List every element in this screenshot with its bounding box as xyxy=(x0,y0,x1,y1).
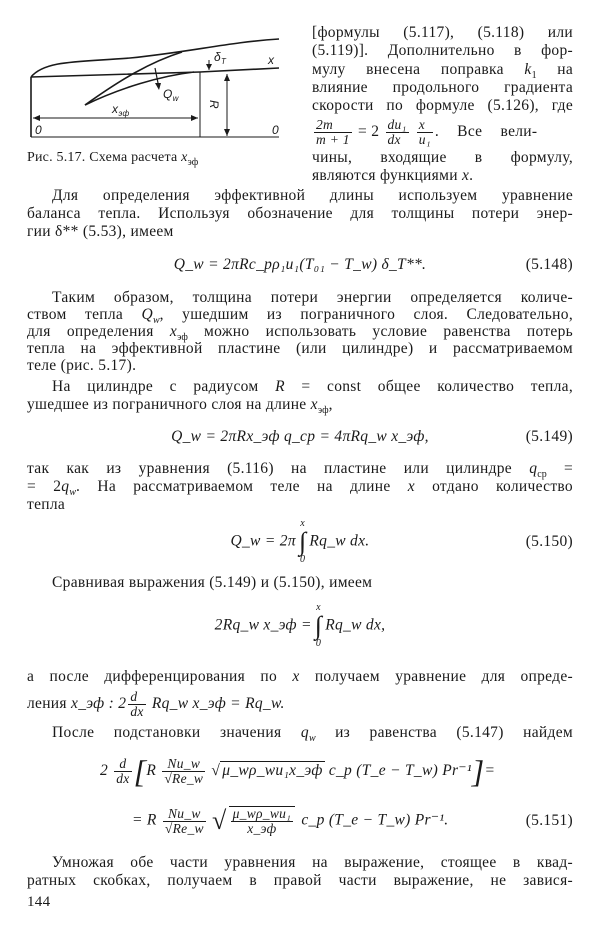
bracket: ] xyxy=(471,752,485,789)
caption-text: Рис. 5.17. Схема расчета xyxy=(27,150,182,165)
text-line xyxy=(27,460,574,481)
text: , ушедшим из пограничного слоя. Следовательно, xyxy=(159,306,573,323)
text: ления xyxy=(27,695,72,712)
text: на xyxy=(536,61,573,78)
integral xyxy=(315,602,322,650)
equation-5-148 xyxy=(27,245,573,285)
numerator: 2m xyxy=(316,116,334,132)
equation-body xyxy=(100,753,495,790)
text: ушедшее из пограничного слоя на длине xyxy=(27,396,311,413)
math-sub: эф xyxy=(317,405,329,417)
text-line xyxy=(27,724,573,745)
math-k: k xyxy=(524,61,532,78)
x-label: x xyxy=(268,53,275,67)
text-line: (5.119)]. Дополнительно в фор- xyxy=(312,42,573,59)
integral xyxy=(299,518,306,566)
equation-integral-balance xyxy=(27,602,573,649)
text: = xyxy=(546,460,574,477)
text: отдано количество xyxy=(414,478,573,495)
caption-sub: эф xyxy=(187,156,199,168)
text: , xyxy=(328,396,333,413)
math-sub: 1 xyxy=(531,70,537,82)
text-line xyxy=(27,306,573,327)
text-line: влияние продольного градиента xyxy=(312,79,573,96)
math: x xyxy=(407,478,415,495)
text-line: тепла на эффективной пластине (или цилиндре) и рассматриваемом xyxy=(27,340,573,357)
math: x xyxy=(310,396,318,413)
text: получаем уравнение для опреде- xyxy=(299,668,573,685)
text-line xyxy=(312,61,573,82)
denominator: √Re_w xyxy=(164,770,204,786)
denominator: dx xyxy=(130,703,144,719)
sqrt: √ $\frac{\text{μ\_wρ\_wu₁}}{x\_эф}$ xyxy=(212,806,297,836)
text-line: Для определения эффективной длины используем уравнение xyxy=(52,187,573,204)
math: q xyxy=(300,724,309,741)
equation-5-150 xyxy=(27,518,573,565)
text: ством тепла xyxy=(27,306,142,323)
lower-limit: 0 xyxy=(315,638,322,649)
math-x: x xyxy=(461,167,470,184)
math-sub: ср xyxy=(537,469,547,481)
math: q xyxy=(61,478,70,495)
text-line xyxy=(27,378,573,395)
fraction xyxy=(162,757,205,786)
text: = 2 xyxy=(27,478,62,495)
text-line xyxy=(27,478,573,499)
math: x xyxy=(169,323,178,340)
figure-5-17 xyxy=(0,0,300,145)
text-line: теле (рис. 5.17). xyxy=(27,357,137,374)
text-line xyxy=(27,689,573,719)
numerator: Nu_w xyxy=(167,755,201,771)
math: R xyxy=(275,378,285,395)
math-sub: w xyxy=(308,733,316,745)
fraction xyxy=(417,118,433,147)
text: из равенства (5.147) найдем xyxy=(315,724,573,741)
text-line xyxy=(27,323,574,344)
fraction xyxy=(128,690,145,719)
equation-5-151-line1 xyxy=(100,750,540,792)
equals: = xyxy=(484,761,496,779)
text: На цилиндре с радиусом xyxy=(52,378,276,395)
integral-sign: ∫ xyxy=(298,527,307,556)
math: Q xyxy=(141,306,153,323)
fraction xyxy=(314,118,352,147)
text: мулу внесена поправка xyxy=(312,61,525,78)
text: . xyxy=(469,167,474,184)
numerator: d xyxy=(119,755,127,771)
text: так как из уравнения (5.116) на пластине или цилиндре xyxy=(27,460,530,477)
q-w-label: $Q_w$ xyxy=(163,87,179,103)
integral-sign: ∫ xyxy=(314,611,323,640)
math-sub: эф xyxy=(177,332,188,344)
text: а после дифференцирования по xyxy=(27,668,293,685)
equation-number: (5.148) xyxy=(525,256,573,273)
math: Rq_w x_эф = Rq_w. xyxy=(147,695,285,712)
text-line: чины, входящие в формулу, xyxy=(312,149,573,166)
equation-5-151-line2 xyxy=(27,798,573,844)
text-line: тепла xyxy=(27,496,66,513)
equation-body xyxy=(27,602,573,650)
rhs: Rq_w dx. xyxy=(309,532,370,550)
zero-left-label: 0 xyxy=(35,123,42,137)
numerator: x xyxy=(418,116,426,132)
rhs: Rq_w dx, xyxy=(325,616,386,634)
coef: 2 xyxy=(100,761,109,779)
equation-number: (5.151) xyxy=(525,812,573,829)
text: = const общее количество тепла, xyxy=(284,378,573,395)
upper-limit: x xyxy=(316,602,321,613)
text: можно использовать условие равенства потерь xyxy=(187,323,574,340)
math: c_p (T_e − T_w) Pr⁻¹ xyxy=(328,761,472,779)
equation-number: (5.150) xyxy=(525,533,573,550)
denominator: √Re_w xyxy=(164,820,204,836)
math: = R xyxy=(132,811,157,829)
math: R xyxy=(146,761,157,779)
text: После подстановки значения xyxy=(52,724,301,741)
math: x_эф : 2 xyxy=(71,695,127,712)
numerator: du₁ xyxy=(387,116,407,132)
text-line: гии δ** (5.53), имеем xyxy=(27,223,174,240)
figure-caption xyxy=(27,150,198,166)
equals: = 2 xyxy=(353,123,380,140)
math: q xyxy=(529,460,538,477)
math-sub: w xyxy=(152,315,160,327)
equation-body: Q_w = 2πRc_pρ₁u₁(T₀₁ − T_w) δ_T**. xyxy=(173,256,427,273)
fraction xyxy=(114,757,131,786)
zero-right-label: 0 xyxy=(272,123,279,137)
equation-body xyxy=(27,518,573,566)
text-line: скорости по формуле (5.126), где xyxy=(312,97,573,114)
denominator: x_эф xyxy=(231,821,294,836)
denominator: dx xyxy=(116,770,130,786)
r-label: R xyxy=(207,100,221,109)
text-line: Умножая обе части уравнения на выражение, стоящее в квад- xyxy=(52,854,573,871)
text: . Все вели- xyxy=(434,123,538,140)
page-number: 144 xyxy=(27,894,51,910)
text: для определения xyxy=(27,323,170,340)
caption-var: x xyxy=(181,150,188,165)
x-eff-label: $x_{эф}$ xyxy=(112,102,130,118)
upper-limit: x xyxy=(300,518,306,529)
boundary-layer-outer-curve xyxy=(31,39,279,77)
text-line: Сравнивая выражения (5.149) и (5.150), имеем xyxy=(52,574,373,591)
numerator: Nu_w xyxy=(167,805,201,821)
lhs: 2Rq_w x_эф = xyxy=(214,616,312,634)
sqrt: √ μ_wρ_wu₁x_эф xyxy=(211,762,323,779)
text-line: [формулы (5.117), (5.118) или xyxy=(312,24,573,41)
text: являются функциями xyxy=(312,167,462,184)
lower-limit: 0 xyxy=(300,554,306,565)
text: . На рассматриваемом теле на длине xyxy=(76,478,408,495)
equation-5-149 xyxy=(27,417,573,457)
bracket: [ xyxy=(133,752,147,789)
lhs: Q_w = 2π xyxy=(230,532,296,550)
gradient-formula-line xyxy=(312,117,573,147)
equation-body: Q_w = 2πRx_эф q_ср = 4πRq_w x_эф, xyxy=(171,428,429,445)
text-line xyxy=(312,167,573,184)
radicand: μ_wρ_wu₁x_эф xyxy=(222,762,323,779)
denominator: dx xyxy=(386,132,409,147)
math: c_p (T_e − T_w) Pr⁻¹. xyxy=(301,811,449,829)
equation-body xyxy=(132,806,448,836)
text-line: баланса тепла. Используя обозначение для толщины потери энер- xyxy=(27,205,573,222)
numerator: d xyxy=(130,688,138,704)
text-line xyxy=(27,668,573,685)
delta-t-label: $\delta_T$ xyxy=(214,50,227,66)
denominator: u₁ xyxy=(418,131,431,147)
fraction xyxy=(163,807,206,836)
text-line: Таким образом, толщина потери энергии определяется количе- xyxy=(52,289,573,306)
denominator: m + 1 xyxy=(316,131,350,147)
fraction xyxy=(386,118,409,147)
math-sub: w xyxy=(69,487,76,499)
text-line: ратных скобках, получаем в правой части выражение, не завися- xyxy=(27,872,573,889)
numerator: μ_wρ_wu₁ xyxy=(232,806,292,821)
math: x xyxy=(292,668,300,685)
equation-number: (5.149) xyxy=(525,428,573,445)
radicand xyxy=(229,806,296,836)
text-line xyxy=(27,396,573,417)
